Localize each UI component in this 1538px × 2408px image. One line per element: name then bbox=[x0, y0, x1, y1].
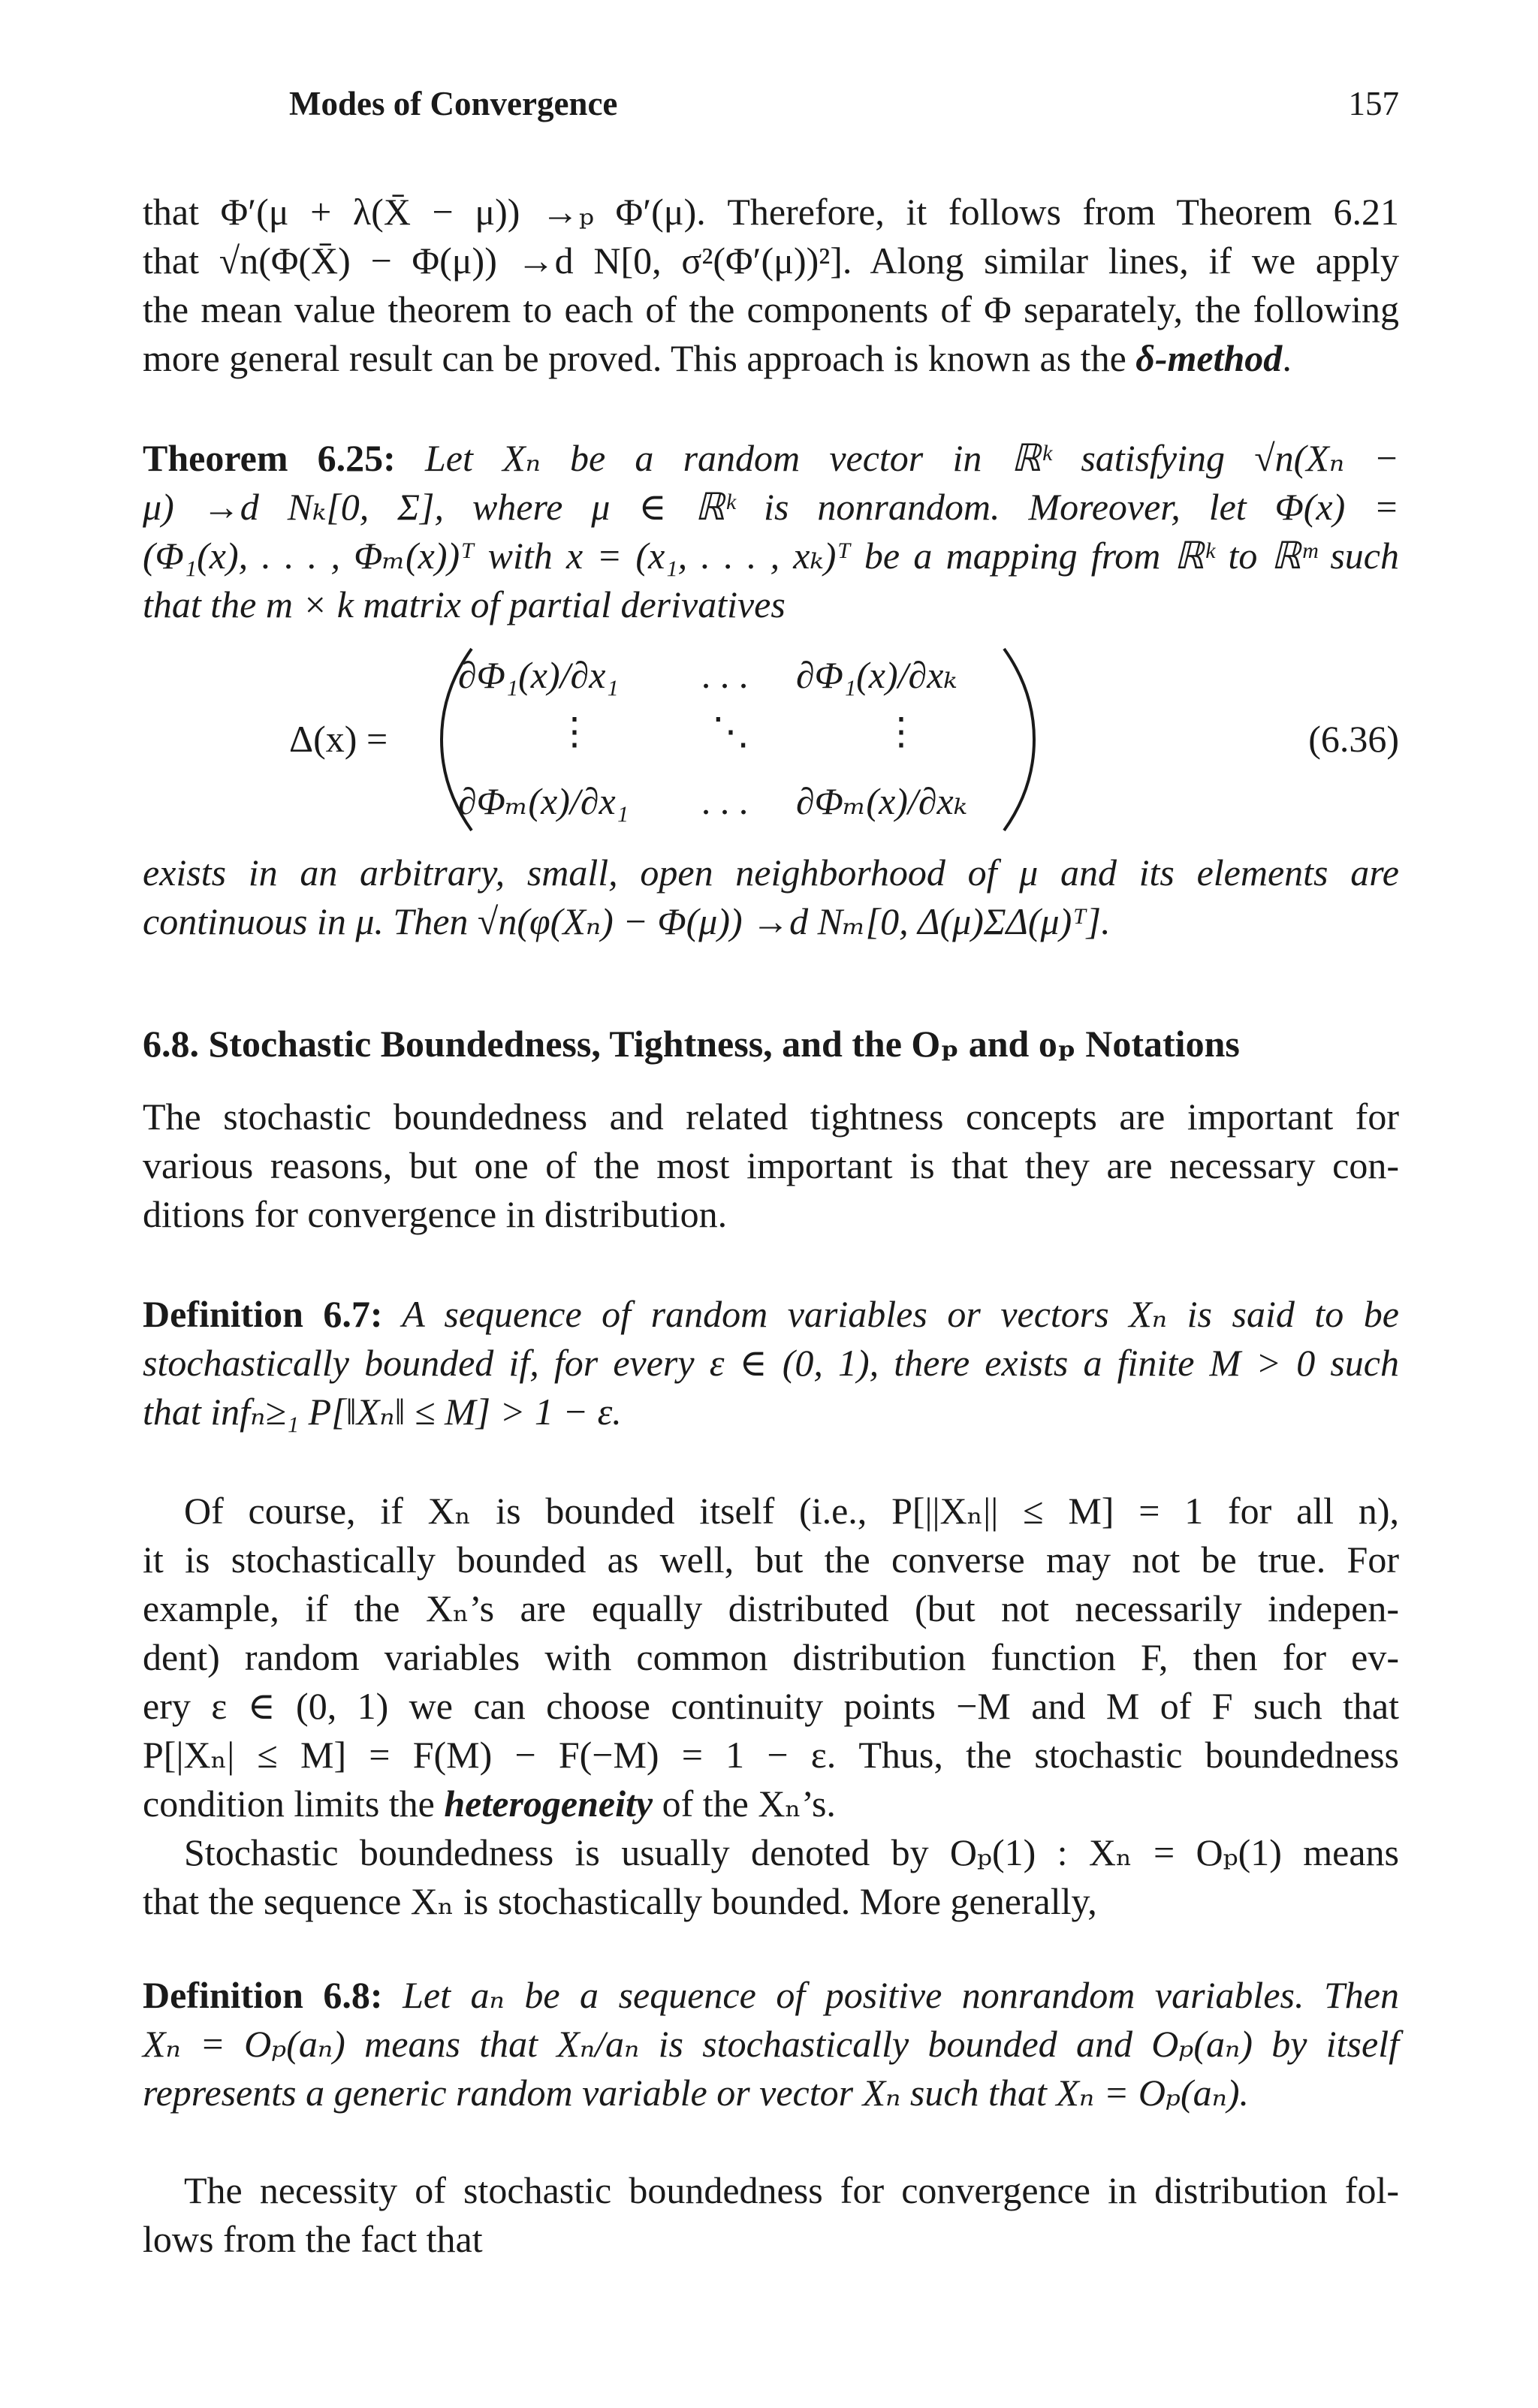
text-line: Theorem 6.25: Let Xₙ be a random vector in ℝᵏ satisfying √n(Xₙ − bbox=[143, 437, 1400, 479]
text-line: that Φ′(μ + λ(X̄ − μ)) →ₚ Φ′(μ). Therefore, it follows from Theorem 6.21 bbox=[143, 191, 1399, 233]
text-line: (Φ₁(x), . . . , Φₘ(x))ᵀ with x = (x₁, . . . , xₖ)ᵀ be a mapping from ℝᵏ to ℝᵐ such bbox=[143, 535, 1399, 577]
running-title: Modes of Convergence bbox=[289, 85, 618, 122]
matrix-cell: ⋮ bbox=[556, 710, 593, 752]
matrix-cell: ⋮ bbox=[882, 710, 920, 752]
paragraph-stochastic-boundedness-intro bbox=[143, 1092, 1399, 1239]
text-line: The stochastic boundedness and related tightness concepts are important for bbox=[143, 1096, 1399, 1138]
text-line: the mean value theorem to each of the components of Φ separately, the following bbox=[143, 288, 1399, 330]
definition-6-8 bbox=[143, 1971, 1399, 2117]
equation-lhs: Δ(x) = bbox=[289, 718, 388, 760]
theorem-label: Theorem 6.25: bbox=[143, 437, 396, 479]
matrix-cell: ∂Φₘ(x)/∂xₖ bbox=[796, 780, 967, 822]
matrix-cell: ∂Φₘ(x)/∂x₁ bbox=[458, 780, 629, 822]
text-line: ery ε ∈ (0, 1) we can choose continuity points −M and M of F such that bbox=[143, 1685, 1399, 1727]
definition-label: Definition 6.8: bbox=[143, 1974, 383, 2016]
text-line: ditions for convergence in distribution. bbox=[143, 1193, 728, 1235]
text-line: represents a generic random variable or vector Xₙ such that Xₙ = Oₚ(aₙ). bbox=[143, 2072, 1250, 2114]
definition-label: Definition 6.7: bbox=[143, 1293, 383, 1335]
text-line: Xₙ = Oₚ(aₙ) means that Xₙ/aₙ is stochastically bounded and Oₚ(aₙ) by itself bbox=[143, 2023, 1399, 2065]
text-line: condition limits the heterogeneity of the Xₙ’s. bbox=[143, 1783, 836, 1825]
paragraph-bounded-example bbox=[143, 1487, 1399, 1828]
matrix-cell: . . . bbox=[702, 780, 749, 822]
text-line: various reasons, but one of the most important is that they are necessary con- bbox=[143, 1144, 1399, 1186]
text-line: continuous in μ. Then √n(φ(Xₙ) − Φ(μ)) →d Nₘ[0, Δ(μ)ΣΔ(μ)ᵀ]. bbox=[143, 900, 1111, 942]
text-line: Definition 6.7: A sequence of random variables or vectors Xₙ is said to be bbox=[143, 1293, 1399, 1335]
text-line: dent) random variables with common distribution function F, then for ev- bbox=[143, 1636, 1399, 1678]
heterogeneity-term: heterogeneity bbox=[444, 1783, 653, 1825]
text-line: Stochastic boundedness is usually denoted by Oₚ(1) : Xₙ = Oₚ(1) means bbox=[184, 1831, 1399, 1873]
text-line: that infₙ≥₁ P[‖Xₙ‖ ≤ M] > 1 − ε. bbox=[143, 1391, 622, 1433]
matrix-cell: ⋱ bbox=[712, 710, 749, 752]
matrix-cell: ∂Φ₁(x)/∂xₖ bbox=[796, 654, 957, 696]
text-line: example, if the Xₙ’s are equally distributed (but not necessarily indepen- bbox=[143, 1587, 1399, 1629]
page-number: 157 bbox=[1348, 85, 1399, 122]
definition-6-7 bbox=[143, 1290, 1399, 1436]
matrix-cell: ∂Φ₁(x)/∂x₁ bbox=[458, 654, 619, 696]
text-line: The necessity of stochastic boundedness for convergence in distribution fol- bbox=[184, 2169, 1399, 2211]
text-line: P[|Xₙ| ≤ M] = F(M) − F(−M) = 1 − ε. Thus, the stochastic boundedness bbox=[143, 1734, 1399, 1776]
equation-6-36 bbox=[143, 646, 1399, 833]
text-line: more general result can be proved. This approach is known as the δ-method. bbox=[143, 337, 1292, 379]
running-head bbox=[289, 84, 1399, 129]
text-line: stochastically bounded if, for every ε ∈ (0, 1), there exists a finite M > 0 such bbox=[143, 1342, 1399, 1384]
section-heading: 6.8. Stochastic Boundedness, Tightness, and the Oₚ and oₚ Notations bbox=[143, 1023, 1240, 1065]
equation-number: (6.36) bbox=[1308, 718, 1399, 760]
paragraph-op-notation bbox=[143, 1828, 1399, 1926]
text-line: Definition 6.8: Let aₙ be a sequence of positive nonrandom variables. Then bbox=[143, 1974, 1399, 2016]
text-line: Of course, if Xₙ is bounded itself (i.e., P[||Xₙ|| ≤ M] = 1 for all n), bbox=[184, 1490, 1399, 1532]
right-paren bbox=[995, 646, 1040, 833]
text-line: it is stochastically bounded as well, but the converse may not be true. For bbox=[143, 1539, 1399, 1581]
text-line: exists in an arbitrary, small, open neighborhood of μ and its elements are bbox=[143, 851, 1399, 894]
paragraph-necessity bbox=[143, 2166, 1399, 2264]
paragraph-delta-method bbox=[143, 188, 1399, 383]
theorem-6-25 bbox=[143, 434, 1399, 629]
text-line: μ) →d Nₖ[0, Σ], where μ ∈ ℝᵏ is nonrandom. Moreover, let Φ(x) = bbox=[143, 486, 1399, 528]
text-line: lows from the fact that bbox=[143, 2218, 483, 2260]
theorem-6-25-continued bbox=[143, 848, 1399, 946]
text-line: that √n(Φ(X̄) − Φ(μ)) →d N[0, σ²(Φ′(μ))²]. Along similar lines, if we apply bbox=[143, 240, 1399, 282]
text-line: that the m × k matrix of partial derivatives bbox=[143, 583, 786, 625]
delta-method-term: δ-method bbox=[1135, 337, 1283, 379]
matrix-cell: . . . bbox=[702, 654, 749, 696]
text-line: that the sequence Xₙ is stochastically bounded. More generally, bbox=[143, 1880, 1097, 1922]
